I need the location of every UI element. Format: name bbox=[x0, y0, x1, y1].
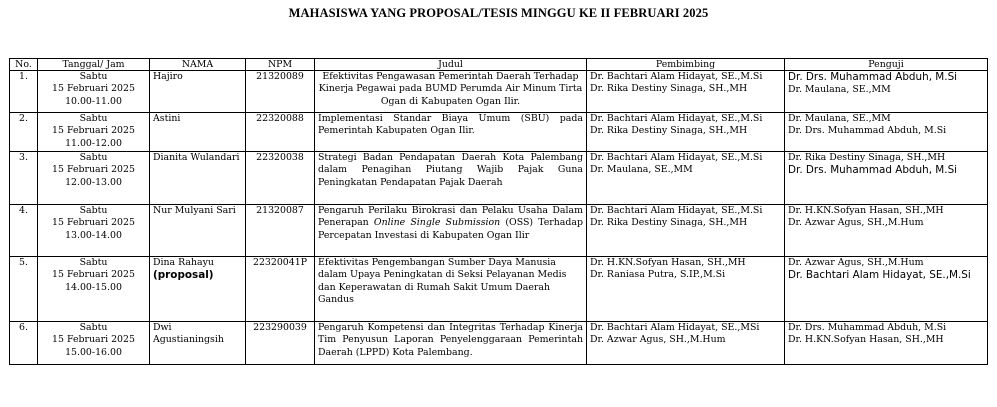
schedule-table bbox=[9, 58, 988, 365]
pembimbing-1: Dr. Bachtari Alam Hidayat, SE.,M.Si bbox=[590, 71, 763, 82]
header-penguji: Penguji bbox=[785, 59, 988, 71]
row-time: 11.00-12.00 bbox=[65, 137, 122, 149]
row-nama bbox=[150, 322, 246, 365]
judul-text: Implementasi Standar Biaya Umum (SBU) pada Pemerintah Kabupaten Ogan Ilir. bbox=[318, 113, 583, 137]
row-judul bbox=[315, 152, 587, 205]
table-row bbox=[10, 205, 988, 257]
row-penguji bbox=[785, 152, 988, 205]
table-header-row bbox=[10, 59, 988, 71]
row-number: 2. bbox=[10, 113, 38, 152]
row-time: 13.00-14.00 bbox=[65, 229, 122, 241]
row-penguji bbox=[785, 113, 988, 152]
pembimbing-1: Dr. Bachtari Alam Hidayat, SE.,M.Si bbox=[590, 205, 763, 216]
header-no: No. bbox=[10, 59, 38, 71]
row-npm: 223290039 bbox=[246, 322, 315, 365]
table-row bbox=[10, 152, 988, 205]
penguji-2: Dr. Azwar Agus, SH.,M.Hum bbox=[788, 217, 924, 229]
pembimbing-1: Dr. Bachtari Alam Hidayat, SE.,M.Si bbox=[590, 152, 763, 163]
row-nama bbox=[150, 257, 246, 322]
pembimbing-2: Dr. Raniasa Putra, S.IP.,M.Si bbox=[590, 269, 726, 281]
row-date: 15 Februari 2025 bbox=[52, 217, 135, 229]
pembimbing-2: Dr. Rika Destiny Sinaga, SH.,MH bbox=[590, 83, 748, 95]
penguji-2: Dr. Maulana, SE.,MM bbox=[788, 84, 891, 95]
row-npm: 21320089 bbox=[246, 71, 315, 113]
header-tanggal: Tanggal/ Jam bbox=[38, 59, 150, 71]
penguji-2: Dr. H.KN.Sofyan Hasan, SH.,MH bbox=[788, 334, 944, 346]
pembimbing-1: Dr. Bachtari Alam Hidayat, SE.,M.Si bbox=[590, 113, 763, 124]
header-npm: NPM bbox=[246, 59, 315, 71]
row-time: 14.00-15.00 bbox=[65, 281, 122, 293]
row-time: 12.00-13.00 bbox=[65, 176, 122, 188]
penguji-1: Dr. Drs. Muhammad Abduh, M.Si bbox=[788, 71, 958, 83]
student-name: Nur Mulyani Sari bbox=[153, 205, 236, 216]
pembimbing-2: Dr. Azwar Agus, SH.,M.Hum bbox=[590, 334, 726, 346]
table-row bbox=[10, 113, 988, 152]
header-pembimbing: Pembimbing bbox=[587, 59, 785, 71]
judul-text-end: (OSS) Terhadap Percepatan Investasi di Kabupaten Ogan Ilir bbox=[318, 217, 583, 241]
row-nama bbox=[150, 113, 246, 152]
row-day: Sabtu bbox=[79, 71, 108, 82]
row-number: 6. bbox=[10, 322, 38, 365]
row-judul bbox=[315, 322, 587, 365]
page-title: MAHASISWA YANG PROPOSAL/TESIS MINGGU KE II FEBRUARI 2025 bbox=[288, 6, 709, 20]
row-npm: 22320038 bbox=[246, 152, 315, 205]
row-date: 15 Februari 2025 bbox=[52, 334, 135, 346]
row-date: 15 Februari 2025 bbox=[52, 269, 135, 281]
table-row bbox=[10, 257, 988, 322]
row-number: 3. bbox=[10, 152, 38, 205]
judul-italic-text: Online Single Submission bbox=[373, 217, 501, 229]
pembimbing-2: Dr. Rika Destiny Sinaga, SH.,MH bbox=[590, 217, 748, 229]
row-time: 10.00-11.00 bbox=[65, 95, 122, 107]
judul-text: Strategi Badan Pendapatan Daerah Kota Palembang dalam Penagihan Piutang Wajib Pajak Guna Peningkatan Pendapatan Pajak Daerah bbox=[318, 152, 583, 188]
pembimbing-2: Dr. Maulana, SE.,MM bbox=[590, 164, 693, 176]
row-number: 5. bbox=[10, 257, 38, 322]
penguji-1: Dr. H.KN.Sofyan Hasan, SH.,MH bbox=[788, 205, 944, 216]
row-number: 1. bbox=[10, 71, 38, 113]
row-day: Sabtu bbox=[79, 113, 108, 124]
row-judul bbox=[315, 257, 587, 322]
penguji-2: Dr. Drs. Muhammad Abduh, M.Si bbox=[788, 164, 958, 177]
penguji-1: Dr. Maulana, SE.,MM bbox=[788, 113, 891, 124]
proposal-tag: (proposal) bbox=[153, 269, 214, 282]
judul-text: Pengaruh Perilaku Birokrasi dan Pelaku Usaha Dalam Penerapan bbox=[318, 205, 583, 229]
row-pembimbing bbox=[587, 257, 785, 322]
student-name: Dianita Wulandari bbox=[153, 152, 240, 163]
row-npm: 21320087 bbox=[246, 205, 315, 257]
row-day: Sabtu bbox=[79, 205, 108, 216]
row-day: Sabtu bbox=[79, 322, 108, 333]
row-number: 4. bbox=[10, 205, 38, 257]
row-npm: 22320041P bbox=[246, 257, 315, 322]
row-datetime bbox=[38, 257, 150, 322]
row-datetime bbox=[38, 71, 150, 113]
row-date: 15 Februari 2025 bbox=[52, 83, 135, 95]
pembimbing-1: Dr. Bachtari Alam Hidayat, SE.,MSi bbox=[590, 322, 760, 333]
pembimbing-2: Dr. Rika Destiny Sinaga, SH.,MH bbox=[590, 125, 748, 137]
row-pembimbing bbox=[587, 205, 785, 257]
judul-text: Pengaruh Kompetensi dan Integritas Terhadap Kinerja Tim Penyusun Laporan Penyelenggaraan Pemerintah Daerah (LPPD) Kota Palembang. bbox=[318, 322, 583, 358]
judul-text: Efektivitas Pengawasan Pemerintah Daerah Terhadap Kinerja Pegawai pada BUMD Perumda Air Minum Tirta Ogan di Kabupaten Ogan Ilir. bbox=[318, 71, 583, 107]
table-row bbox=[10, 71, 988, 113]
row-judul bbox=[315, 205, 587, 257]
judul-text: Efektivitas Pengembangan Sumber Daya Manusia dalam Upaya Peningkatan di Seksi Pelayanan Medis dan Keperawatan di Rumah Sakit Umum Daerah Gandus bbox=[318, 257, 567, 305]
row-time: 15.00-16.00 bbox=[65, 346, 122, 358]
row-datetime bbox=[38, 113, 150, 152]
penguji-1: Dr. Rika Destiny Sinaga, SH.,MH bbox=[788, 152, 946, 163]
header-nama: NAMA bbox=[150, 59, 246, 71]
row-date: 15 Februari 2025 bbox=[52, 125, 135, 137]
row-pembimbing bbox=[587, 322, 785, 365]
penguji-1: Dr. Azwar Agus, SH.,M.Hum bbox=[788, 257, 924, 268]
row-nama bbox=[150, 71, 246, 113]
row-pembimbing bbox=[587, 113, 785, 152]
row-judul bbox=[315, 71, 587, 113]
row-penguji bbox=[785, 71, 988, 113]
row-penguji bbox=[785, 322, 988, 365]
row-pembimbing bbox=[587, 71, 785, 113]
row-pembimbing bbox=[587, 152, 785, 205]
row-penguji bbox=[785, 205, 988, 257]
row-datetime bbox=[38, 322, 150, 365]
penguji-2: Dr. Drs. Muhammad Abduh, M.Si bbox=[788, 125, 947, 137]
student-name: Astini bbox=[153, 113, 181, 124]
student-name: Dina Rahayu bbox=[153, 257, 214, 268]
student-name: Hajiro bbox=[153, 71, 183, 82]
row-npm: 22320088 bbox=[246, 113, 315, 152]
row-datetime bbox=[38, 152, 150, 205]
row-nama bbox=[150, 152, 246, 205]
row-judul bbox=[315, 113, 587, 152]
table-row bbox=[10, 322, 988, 365]
row-penguji bbox=[785, 257, 988, 322]
row-date: 15 Februari 2025 bbox=[52, 164, 135, 176]
penguji-1: Dr. Drs. Muhammad Abduh, M.Si bbox=[788, 322, 947, 333]
student-name: Dwi Agustianingsih bbox=[153, 322, 224, 346]
row-day: Sabtu bbox=[79, 257, 108, 268]
penguji-2: Dr. Bachtari Alam Hidayat, SE.,M.Si bbox=[788, 269, 971, 282]
row-day: Sabtu bbox=[79, 152, 108, 163]
pembimbing-1: Dr. H.KN.Sofyan Hasan, SH.,MH bbox=[590, 257, 746, 268]
header-judul: Judul bbox=[315, 59, 587, 71]
row-datetime bbox=[38, 205, 150, 257]
row-nama bbox=[150, 205, 246, 257]
